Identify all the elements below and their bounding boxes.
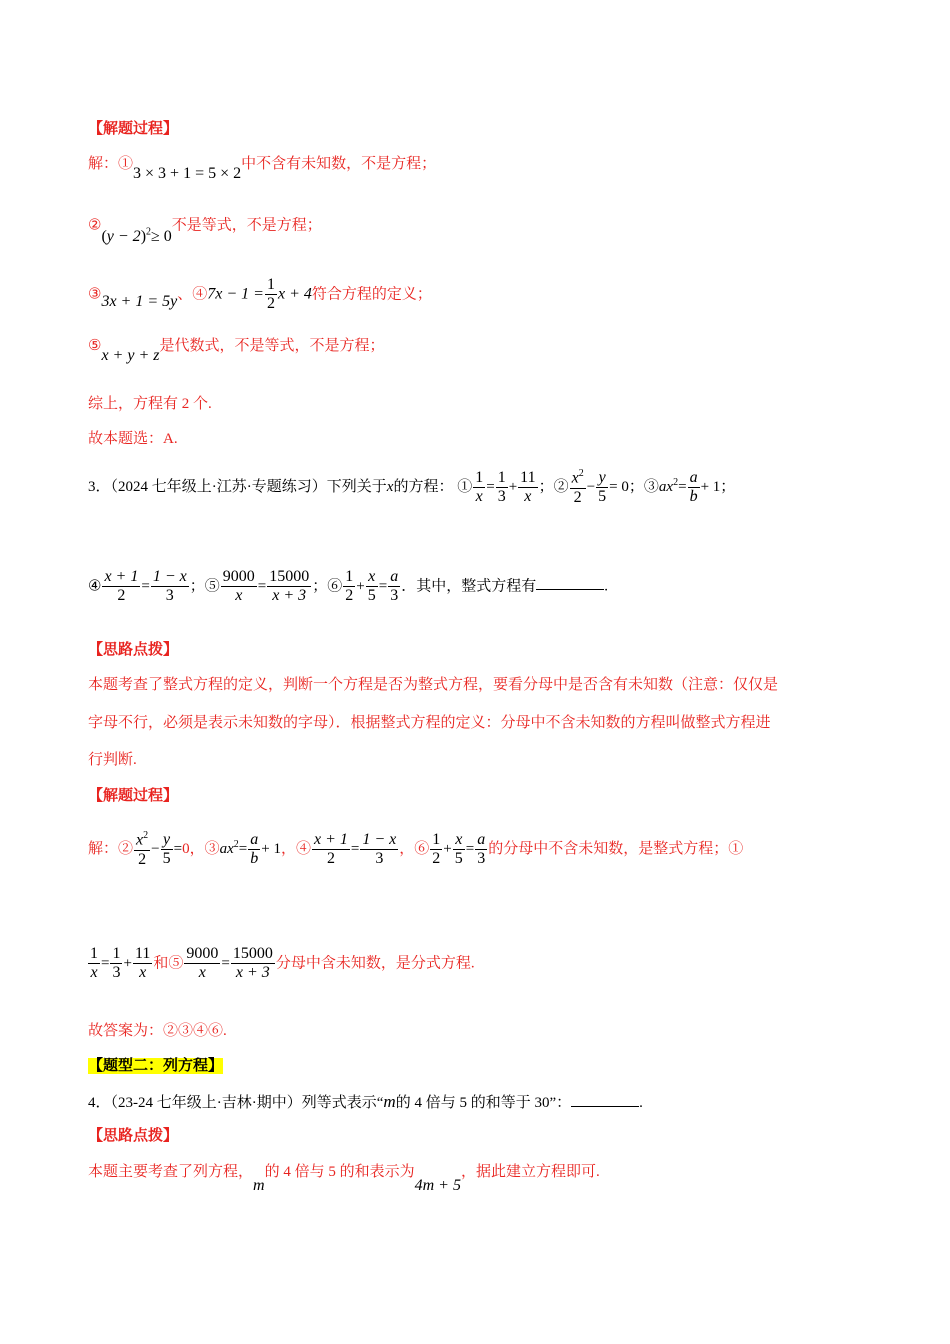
solution-text: 分母中含未知数，是分式方程.: [275, 955, 475, 972]
math-exponent: 2: [143, 830, 149, 841]
fraction-numerator: 11: [133, 945, 152, 964]
fraction-denominator: 3: [390, 587, 399, 605]
fraction-denominator: 3: [497, 488, 506, 506]
solution-text: 是代数式，不是等式，不是方程；: [159, 338, 385, 354]
fraction-numerator: a: [388, 568, 400, 587]
question-stem: 的方程：: [393, 479, 454, 495]
math-fraction: [88, 945, 100, 983]
fraction-numerator: a: [688, 469, 700, 488]
question-text: ．其中，整式方程有: [401, 578, 537, 595]
answer-blank[interactable]: [536, 577, 604, 590]
solution-text: ⑤: [88, 338, 102, 354]
math-operator: =: [257, 578, 267, 595]
fraction-denominator: 2: [117, 587, 126, 605]
fraction-denominator: x + 3: [272, 587, 307, 605]
math-expression: 4m + 5: [414, 1177, 461, 1194]
hint-line: [88, 1164, 600, 1194]
answer-blank[interactable]: [571, 1094, 639, 1107]
math-fraction: [570, 468, 586, 507]
fraction-numerator: a: [475, 831, 487, 850]
hint-text: 本题主要考查了列方程，: [88, 1164, 254, 1180]
math-operator: =: [678, 479, 687, 495]
math-fraction: [360, 831, 398, 869]
solution-text: 符合方程的定义；: [311, 286, 432, 303]
math-operator: =: [141, 578, 150, 595]
math-fraction: [596, 469, 608, 507]
hint-line: 字母不行，必须是表示未知数的字母）．根据整式方程的定义：分母中不含未知数的方程叫做整式方程进: [88, 715, 771, 731]
solution-line-2: [88, 945, 475, 983]
solution-text: ⑥: [414, 841, 430, 857]
question-text: 的 4 倍与 5 的和等于 30”：: [395, 1095, 572, 1111]
fraction-denominator: 5: [162, 850, 171, 868]
math-operator: =: [173, 841, 183, 857]
question-3-line-1: [88, 468, 735, 507]
solution-line-3: [88, 276, 432, 314]
math-fraction: [231, 945, 275, 983]
math-fraction: [151, 568, 189, 606]
math-variable: x: [136, 831, 144, 849]
fraction-numerator: x: [366, 568, 378, 587]
math-operator: −: [586, 479, 596, 495]
equation-label: ④: [88, 578, 102, 595]
math-fraction: [267, 568, 311, 606]
question-text: .: [639, 1095, 643, 1111]
solution-heading: 【解题过程】: [88, 788, 179, 804]
question-source: （2024 七年级上·江苏·专题练习）下列关于: [110, 479, 387, 495]
math-variable: x: [227, 841, 234, 857]
equation-label: ①: [457, 479, 473, 495]
math-variable: m: [383, 1092, 396, 1111]
solution-text: 的分母中不含未知数，是整式方程；①: [488, 841, 744, 857]
separator: ；: [538, 479, 554, 495]
math-expression: + 1: [700, 479, 721, 495]
equation-label: ②: [553, 479, 569, 495]
math-fraction: [518, 469, 537, 507]
fraction-denominator: x + 3: [235, 964, 270, 982]
solution-answer: 故本题选：A.: [88, 431, 178, 447]
fraction-numerator: 1: [265, 276, 277, 295]
fraction-denominator: 2: [573, 488, 582, 506]
math-operator: =: [221, 955, 230, 972]
math-fraction: [248, 831, 260, 869]
solution-text: 解：①: [88, 156, 134, 172]
fraction-denominator: x: [475, 488, 483, 506]
fraction-denominator: x: [198, 964, 206, 982]
math-variable: a: [658, 479, 667, 495]
math-operator: +: [356, 578, 365, 595]
fraction-numerator: 9000: [184, 945, 220, 964]
fraction-numerator: 11: [518, 469, 537, 488]
fraction-denominator: 3: [375, 850, 384, 868]
fraction-numerator: 1: [343, 568, 355, 587]
math-fraction: [265, 276, 277, 314]
math-fraction: [430, 831, 442, 869]
question-text: （23-24 七年级上·吉林·期中）列等式表示“: [110, 1095, 384, 1111]
question-4: [88, 1093, 643, 1111]
math-variable: x: [571, 469, 579, 487]
solution-line-1: [88, 830, 743, 869]
hint-heading: 【思路点拨】: [88, 1128, 179, 1144]
fraction-numerator: 1 − x: [151, 568, 189, 587]
math-expression: 3x + 1 = 5y: [101, 293, 178, 311]
fraction-denominator: b: [250, 850, 259, 868]
fraction-denominator: b: [689, 488, 698, 506]
math-fraction: [110, 945, 122, 983]
separator: ；: [720, 479, 736, 495]
math-operator: =: [465, 841, 475, 857]
separator: ；: [189, 578, 205, 595]
solution-text: 0: [182, 841, 190, 857]
fraction-numerator: x + 1: [102, 568, 140, 587]
math-variable: x: [666, 479, 674, 495]
equation-label: ⑤: [204, 578, 220, 595]
fraction-denominator: 2: [266, 295, 275, 313]
math-operator: +: [123, 955, 132, 972]
math-fraction: [221, 568, 257, 606]
fraction-denominator: 3: [112, 964, 121, 982]
fraction-numerator: 1: [473, 469, 485, 488]
math-fraction: [102, 568, 140, 606]
solution-text: 解：②: [88, 841, 134, 857]
fraction-numerator: x: [453, 831, 465, 850]
math-expression: x + y + z: [101, 347, 160, 364]
solution-text: ②: [88, 217, 102, 234]
hint-heading: 【思路点拨】: [88, 642, 179, 658]
question-number: 3．: [88, 479, 111, 495]
separator: ；: [628, 479, 644, 495]
fraction-denominator: 3: [477, 850, 486, 868]
math-exponent: 2: [146, 227, 152, 238]
solution-text: 和⑤: [153, 955, 184, 972]
math-fraction: [366, 568, 378, 606]
fraction-denominator: x: [524, 488, 532, 506]
math-operator: +: [508, 479, 518, 495]
math-fraction: [161, 831, 173, 869]
solution-line-1: [88, 156, 437, 182]
fraction-denominator: x: [90, 964, 98, 982]
fraction-numerator: [134, 830, 150, 851]
solution-text: ，: [399, 841, 415, 857]
math-expression: $(y - 2)^2\ge 0$: [101, 227, 172, 246]
math-fraction: [133, 945, 152, 983]
fraction-denominator: 2: [326, 850, 335, 868]
solution-text: ，: [189, 841, 205, 857]
fraction-numerator: 1: [110, 945, 122, 964]
fraction-numerator: a: [248, 831, 260, 850]
math-fraction: [343, 568, 355, 606]
fraction-denominator: 2: [138, 850, 147, 868]
fraction-numerator: 15000: [267, 568, 311, 587]
math-operator: =: [378, 578, 388, 595]
fraction-denominator: 3: [165, 587, 174, 605]
fraction-numerator: 9000: [221, 568, 257, 587]
fraction-numerator: y: [596, 469, 608, 488]
hint-line: 本题考查了整式方程的定义，判断一个方程是否为整式方程，要看分母中是否含有未知数（注意：仅仅是: [88, 677, 779, 693]
solution-line-4: [88, 338, 385, 364]
fraction-denominator: 2: [345, 587, 354, 605]
math-fraction: [475, 831, 487, 869]
math-expression: = 0: [609, 479, 629, 495]
math-fraction: [496, 469, 508, 507]
math-operator: =: [238, 841, 248, 857]
hint-line: 行判断.: [88, 752, 137, 768]
solution-text: ③: [88, 286, 102, 303]
fraction-numerator: 15000: [231, 945, 275, 964]
section-heading: [88, 1059, 223, 1074]
fraction-denominator: 5: [454, 850, 463, 868]
math-fraction: [688, 469, 700, 507]
math-term: ≥ 0: [151, 228, 172, 246]
math-operator: −: [151, 841, 160, 857]
fraction-denominator: x: [235, 587, 243, 605]
math-fraction: [473, 469, 485, 507]
fraction-numerator: 1 − x: [360, 831, 398, 850]
math-operator: =: [101, 955, 110, 972]
solution-heading: 【解题过程】: [88, 121, 179, 137]
solution-text: 中不含有未知数，不是方程；: [241, 156, 437, 172]
equation-label: ⑥: [327, 578, 343, 595]
fraction-denominator: 5: [367, 587, 376, 605]
fraction-numerator: y: [161, 831, 173, 850]
math-variable: m: [253, 1177, 265, 1194]
hint-text: 的 4 倍与 5 的和表示为: [264, 1164, 415, 1180]
separator: ；: [312, 578, 328, 595]
fraction-denominator: 2: [432, 850, 441, 868]
math-fraction: [184, 945, 220, 983]
math-expression: 7x − 1 =: [207, 285, 264, 303]
math-exponent: 2: [673, 477, 679, 488]
math-operator: =: [486, 479, 495, 495]
section-label: 【题型二：列方程】: [88, 1058, 224, 1074]
solution-text: 不是等式，不是方程；: [171, 217, 322, 234]
math-expression: x + 4: [277, 285, 312, 303]
math-exponent: 2: [578, 468, 584, 479]
fraction-numerator: 1: [88, 945, 100, 964]
fraction-numerator: [570, 468, 586, 489]
math-expression: + 1: [261, 841, 281, 857]
math-exponent: 2: [233, 839, 239, 850]
question-text: .: [604, 578, 608, 595]
fraction-numerator: 1: [430, 831, 442, 850]
solution-text: ③: [204, 841, 220, 857]
question-number: 4．: [88, 1095, 111, 1111]
math-operator: +: [443, 841, 452, 857]
question-3-line-2: [88, 568, 608, 606]
math-fraction: [453, 831, 465, 869]
math-fraction: [388, 568, 400, 606]
solution-text: ④: [295, 841, 311, 857]
fraction-denominator: 5: [598, 488, 607, 506]
solution-answer: 故答案为：②③④⑥.: [88, 1023, 227, 1039]
solution-text: ，: [280, 841, 296, 857]
solution-text: 、④: [177, 286, 208, 303]
fraction-denominator: x: [139, 964, 147, 982]
math-term: y − 2: [106, 228, 141, 246]
hint-text: ，据此建立方程即可.: [460, 1164, 600, 1180]
math-fraction: [312, 831, 350, 869]
fraction-numerator: 1: [496, 469, 508, 488]
solution-summary: 综上，方程有 2 个.: [88, 396, 212, 412]
math-variable: x: [386, 479, 394, 495]
math-fraction: [134, 830, 150, 869]
math-variable: a: [219, 841, 228, 857]
math-expression: 3 × 3 + 1 = 5 × 2: [133, 165, 242, 182]
fraction-numerator: x + 1: [312, 831, 350, 850]
equation-label: ③: [643, 479, 659, 495]
math-operator: =: [350, 841, 360, 857]
